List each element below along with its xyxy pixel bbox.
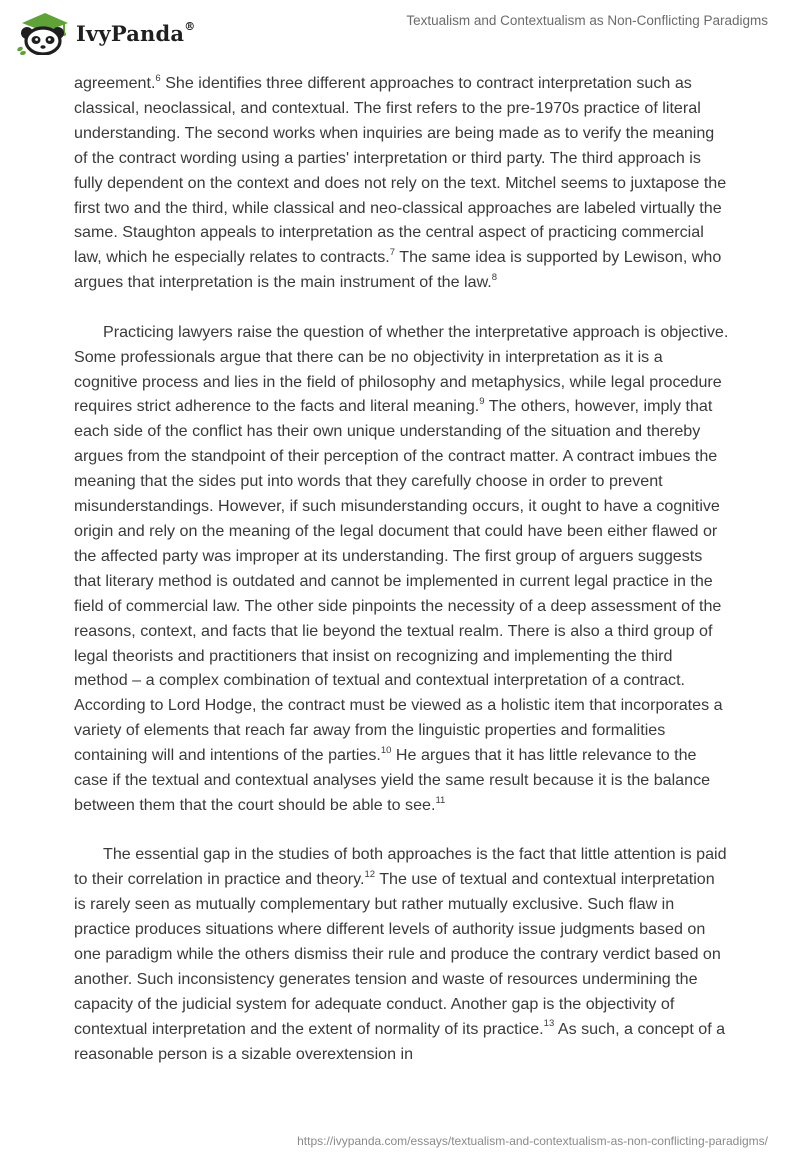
footnote-ref: 7 [389,246,396,258]
brand-name: IvyPanda® [76,20,196,46]
footnote-ref: 8 [491,271,498,283]
paragraph-text: She identifies three different approaches to contract interpretation such as classical, neoclassical, and contextual. The first refers to the pre-1970s practice of literal understanding. The second works when inquiries are being made as to verify the meaning of the contract wording using a parties' interpretation or third party. The third approach is fully dependent on the context and does not rely on the text. Mitchel seems to juxtapose the first two and the third, while classical and neo-classical approaches are labeled virtually the same. Staughton appeals to interpretation as the central aspect of practicing commercial law, which he especially relates to contracts. [74,74,727,267]
essay-body [74,71,730,1091]
paragraph [74,71,730,295]
source-url[interactable]: https://ivypanda.com/essays/textualism-and-contextualism-as-non-conflicting-paradigms/ [297,1134,768,1148]
footnote-ref: 12 [364,869,376,881]
footnote-ref: 13 [543,1018,555,1030]
paragraph-text: agreement. [74,74,156,92]
footnote-ref: 6 [155,72,161,84]
ivypanda-logo[interactable] [14,9,214,55]
footnote-ref: 10 [380,744,392,756]
paragraph [74,842,730,1066]
paragraph-text: The essential gap in the studies of both approaches is the fact that little attention is paid to their correlation in practice and theory. [74,845,727,889]
panda-graduate-icon [14,9,72,55]
document-title: Textualism and Contextualism as Non-Conflicting Paradigms [406,13,768,28]
footnote-ref: 9 [479,396,485,408]
paragraph-text: He argues that it has little relevance to the case if the textual and contextual analyses yield the same result because it is the balance between them that the court should be able to see. [74,746,711,814]
paragraph-text: The same idea is supported by Lewison, who argues that interpretation is the main instrument of the law. [74,248,722,292]
paragraph-text: The use of textual and contextual interpretation is rarely seen as mutually complementary but rather mutually exclusive. Such flaw in practice produces situations where different levels of authority issue judgments based on one paradigm while the others dismiss their rule and produce the contrary verdict based on another. Such inconsistency generates tension and waste of resources undermining the capacity of the judicial system for adequate conduct. Another gap is the objectivity of contextual interpretation and the extent of normality of its practice. [74,870,721,1038]
page-header [0,0,800,64]
paragraph-text: Practicing lawyers raise the question of whether the interpretative approach is objective. Some professionals argue that there can be no objectivity in interpretation as it is a cognitive process and lies in the field of philosophy and metaphysics, while legal procedure requires strict adherence to the facts and literal meaning. [74,322,729,416]
paragraph-text: The others, however, imply that each side of the conflict has their own unique understanding of the situation and thereby argues from the standpoint of their perception of the contract matter. A contract imbues the meaning that the sides put into words that they carefully choose in order to prevent misunderstandings. However, if such misunderstanding occurs, it ought to have a cognitive origin and rely on the meaning of the legal document that could have been either flawed or the affected party was improper at its understanding. The first group of arguers suggests that literary method is outdated and cannot be implemented in current legal practice in the field of commercial law. The other side pinpoints the necessity of a deep assessment of the reasons, context, and facts that lie beyond the textual realm. There is also a third group of legal theorists and practitioners that insist on recognizing and implementing the third method – a complex combination of textual and contextual interpretation of a contract. According to Lord Hodge, the contract must be viewed as a holistic item that incorporates a variety of elements that reach far away from the linguistic properties and formalities containing will and intentions of the parties. [74,397,723,765]
paragraph [74,320,730,818]
paragraph-text: As such, a concept of a reasonable person is a sizable overextension in [74,1019,726,1063]
footnote-ref: 11 [435,794,446,806]
